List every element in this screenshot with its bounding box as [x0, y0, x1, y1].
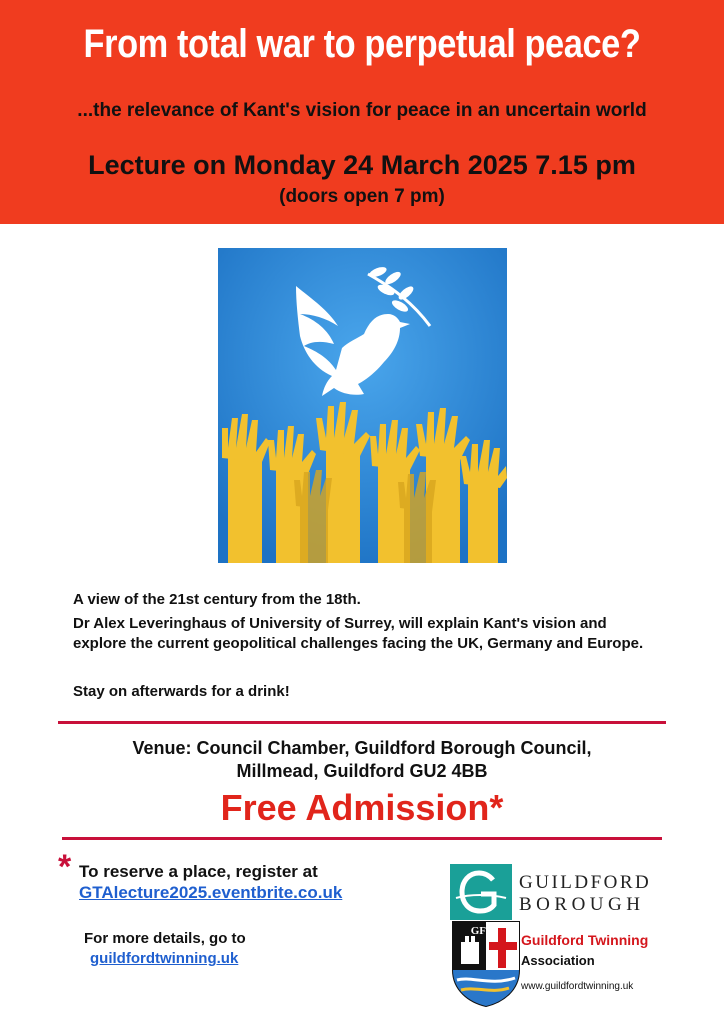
- details-text: For more details, go to: [84, 930, 246, 947]
- venue-line2: Millmead, Guildford GU2 4BB: [236, 761, 488, 781]
- reserve-text: To reserve a place, register at: [79, 862, 318, 881]
- guildford-borough-g-logo-icon: [450, 864, 512, 920]
- eventbrite-link[interactable]: GTAlecture2025.eventbrite.co.uk: [79, 883, 343, 902]
- description-paragraph: Dr Alex Leveringhaus of University of Surrey, will explain Kant's vision and explore the current geopolitical challenges facing the UK, Germany and Europe.: [73, 615, 644, 652]
- venue-line1: Venue: Council Chamber, Guildford Borough Council,: [132, 738, 592, 758]
- shield-letters: GF: [470, 925, 486, 937]
- free-admission: Free Admission*: [220, 787, 504, 828]
- poster-title: From total war to perpetual peace?: [83, 22, 641, 66]
- twinning-website-link[interactable]: guildfordtwinning.uk: [90, 950, 239, 967]
- dove-hands-illustration-icon: [218, 248, 507, 563]
- borough-name-line2: BOROUGH: [519, 894, 645, 915]
- doors-open-note: (doors open 7 pm): [279, 186, 445, 207]
- reserve-asterisk: *: [58, 848, 72, 886]
- divider-bottom: [62, 837, 662, 840]
- divider-top: [58, 721, 666, 724]
- description-line1: A view of the 21st century from the 18th.: [73, 591, 361, 608]
- poster-subtitle: ...the relevance of Kant's vision for peace in an uncertain world: [77, 100, 647, 121]
- guildford-twinning-shield-icon: [451, 920, 521, 1008]
- borough-name-line1: GUILDFORD: [519, 872, 652, 893]
- twinning-association-label: Association: [521, 953, 595, 968]
- twinning-web-address: www.guildfordtwinning.uk: [521, 981, 634, 992]
- twinning-association-name: Guildford Twinning: [521, 932, 649, 948]
- description-drink-note: Stay on afterwards for a drink!: [73, 683, 290, 700]
- venue-info: [0, 737, 724, 783]
- lecture-datetime: Lecture on Monday 24 March 2025 7.15 pm: [88, 150, 636, 180]
- header-banner: [0, 0, 724, 224]
